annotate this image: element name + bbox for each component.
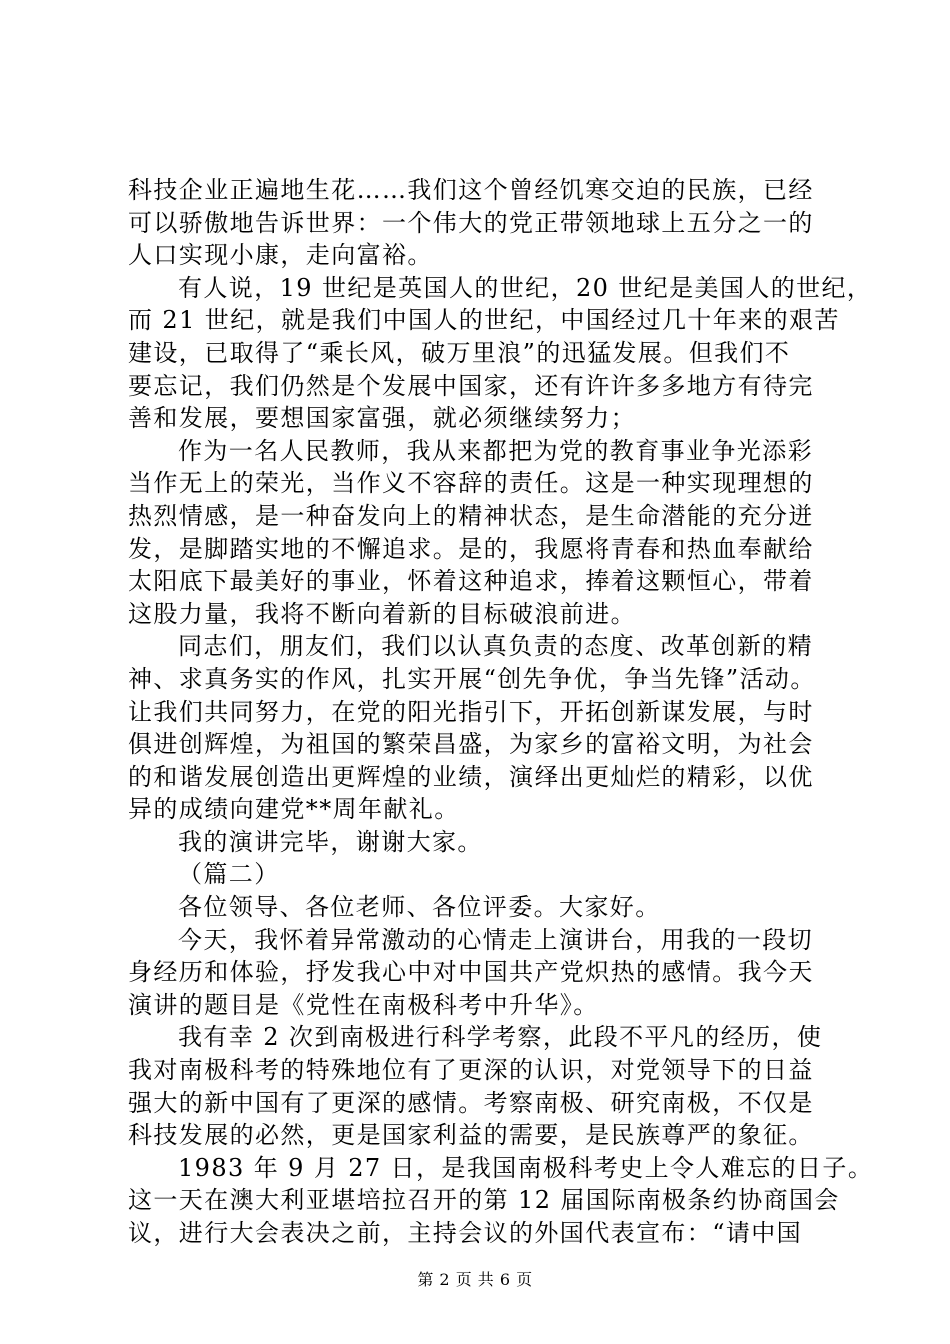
text-line: 俱进创辉煌，为祖国的繁荣昌盛，为家乡的富裕文明，为社会: [128, 730, 814, 759]
text-line: 神、求真务实的作风，扎实开展“创先争优，争当先锋”活动。: [128, 664, 816, 693]
text-line: 1983 年 9 月 27 日，是我国南极科考史上令人难忘的日子。: [178, 1153, 874, 1182]
text-line: 太阳底下最美好的事业，怀着这种追求，捧着这颗恒心，带着: [128, 567, 814, 596]
text-line: 异的成绩向建党**周年献礼。: [128, 795, 460, 824]
text-line: 这一天在澳大利亚堪培拉召开的第 12 届国际南极条约协商国会: [128, 1186, 840, 1215]
text-line: 各位领导、各位老师、各位评委。大家好。: [178, 893, 661, 922]
text-line: 科技发展的必然，更是国家利益的需要，是民族尊严的象征。: [128, 1121, 814, 1150]
text-line: 建设，已取得了“乘长风，破万里浪”的迅猛发展。但我们不: [128, 338, 791, 367]
text-line: 而 21 世纪，就是我们中国人的世纪，中国经过几十年来的艰苦: [128, 306, 840, 335]
text-line: 善和发展，要想国家富强，就必须继续努力；: [128, 404, 636, 433]
text-line: 热烈情感，是一种奋发向上的精神状态，是生命潜能的充分迸: [128, 501, 814, 530]
text-line: 身经历和体验，抒发我心中对中国共产党炽热的感情。我今天: [128, 958, 814, 987]
text-line: （篇二）: [178, 860, 280, 889]
text-line: 科技企业正遍地生花……我们这个曾经饥寒交迫的民族，已经: [128, 176, 814, 204]
text-line: 我对南极科考的特殊地位有了更深的认识，对党领导下的日益: [128, 1056, 814, 1085]
text-line: 有人说，19 世纪是英国人的世纪，20 世纪是美国人的世纪，: [178, 273, 873, 302]
text-line: 让我们共同努力，在党的阳光指引下，开拓创新谋发展，与时: [128, 697, 814, 726]
text-line: 当作无上的荣光，当作义不容辞的责任。这是一种实现理想的: [128, 469, 814, 498]
document-body: [128, 174, 874, 1250]
text-line: 作为一名人民教师，我从来都把为党的教育事业争光添彩: [178, 436, 813, 465]
text-line: 的和谐发展创造出更辉煌的业绩，演绎出更灿烂的精彩，以优: [128, 762, 814, 791]
text-line: 今天，我怀着异常激动的心情走上演讲台，用我的一段切: [178, 925, 813, 954]
text-line: 同志们，朋友们，我们以认真负责的态度、改革创新的精: [178, 632, 813, 661]
text-line: 可以骄傲地告诉世界：一个伟大的党正带领地球上五分之一的: [128, 208, 814, 237]
text-line: 我的演讲完毕，谢谢大家。: [178, 827, 483, 856]
text-line: 要忘记，我们仍然是个发展中国家，还有许许多多地方有待完: [128, 371, 814, 400]
text-line: 强大的新中国有了更深的感情。考察南极、研究南极，不仅是: [128, 1088, 814, 1117]
text-line: 人口实现小康，走向富裕。: [128, 241, 433, 270]
page-footer: 第 2 页 共 6 页: [417, 1270, 533, 1289]
text-line: 这股力量，我将不断向着新的目标破浪前进。: [128, 599, 636, 628]
text-line: 议，进行大会表决之前，主持会议的外国代表宣布：“请中国: [128, 1219, 803, 1247]
text-line: 演讲的题目是《党性在南极科考中升华》。: [128, 990, 599, 1019]
text-line: 我有幸 2 次到南极进行科学考察，此段不平凡的经历，使: [178, 1023, 823, 1052]
text-line: 发，是脚踏实地的不懈追求。是的，我愿将青春和热血奉献给: [128, 534, 814, 563]
